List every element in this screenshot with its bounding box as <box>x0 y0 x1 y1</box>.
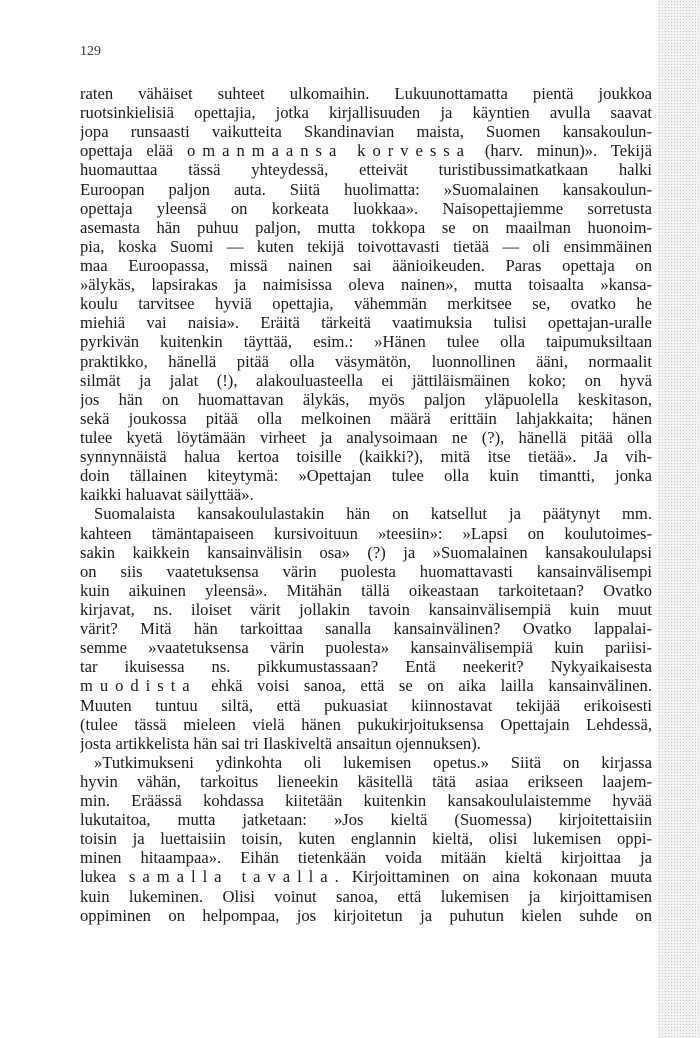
scan-margin <box>658 0 700 1038</box>
text-line <box>80 829 652 848</box>
text-line <box>80 772 652 791</box>
text-segment: opettaja elää <box>80 141 187 161</box>
text-line <box>80 371 652 390</box>
text-segment: sakin kaikkein kansainvälisin osa» (?) ja »Suomalainen kansakoululapsi <box>80 542 652 562</box>
text-segment: tulee kyetä löytämään virheet ja analysoimaan ne (?), hänellä pitää olla <box>80 427 652 447</box>
body-text <box>80 84 652 925</box>
text-line <box>80 141 652 160</box>
text-segment: koulu tarvitsee hyviä opettajia, vähemmän merkitsee se, ovatko he <box>80 294 652 314</box>
text-line <box>80 409 652 428</box>
text-line <box>80 657 652 676</box>
text-line <box>80 581 652 600</box>
text-segment: kuin aikuinen yleensä». Mitähän tällä oikeastaan tarkoitetaan? Ovatko <box>80 580 652 600</box>
text-segment: minen hitaampaa». Eihän tietenkään voida mitään kieltä kirjoittaa ja <box>80 848 652 868</box>
text-segment: pyrkivän kuitenkin täyttää, esim.: »Hänen tulee olla taipumuksiltaan <box>80 332 652 352</box>
text-segment: kuin lukeminen. Olisi voinut sanoa, että lukemisen ja kirjoittamisen <box>80 886 652 906</box>
text-segment: (tulee tässä mieleen vielä hänen pukukirjoituksensa Opettajain Lehdessä, <box>80 714 652 734</box>
text-line <box>80 676 652 695</box>
text-segment: asemasta hän puhuu paljon, mutta tokkopa se on maailman huonoim- <box>80 217 652 237</box>
text-line <box>80 237 652 256</box>
text-segment: (harv. minun)». Tekijä <box>471 141 652 161</box>
text-segment: kaikki haluavat säilyttää». <box>80 485 254 505</box>
text-line <box>80 485 652 504</box>
text-line <box>80 619 652 638</box>
text-segment <box>229 867 242 886</box>
text-segment: Euroopan paljon auta. Siitä huolimatta: »Suomalainen kansakoulun- <box>80 179 652 199</box>
text-line <box>80 103 652 122</box>
text-line <box>80 313 652 332</box>
text-segment: värit? Mitä hän tarkoittaa sanalla kansainvälinen? Ovatko lappalai- <box>80 619 652 639</box>
text-line <box>80 504 652 523</box>
text-segment: kahteen tämäntapaiseen kursivoituun »teesiin»: »Lapsi on koulutoimes- <box>80 523 652 543</box>
text-line <box>80 600 652 619</box>
text-segment: tar ikuisessa ns. pikkumustassaan? Entä neekerit? Nykyaikaisesta <box>80 657 652 677</box>
text-segment: maa Euroopassa, missä nainen sai äänioikeuden. Paras opettaja on <box>80 255 652 275</box>
text-segment: hyvin vähän, tarkoitus lieneekin käsitellä tätä asiaa erikseen laajem- <box>80 771 652 791</box>
text-segment: Suomalaista kansakoululastakin hän on katsellut ja päätynyt mm. <box>94 504 652 524</box>
text-segment: oppiminen on helpompaa, jos kirjoitetun ja puhutun kielen suhde on <box>80 905 652 925</box>
text-segment: opettaja yleensä on korkeata luokkaa». Naisopettajiemme sorretusta <box>80 198 652 218</box>
text-line <box>80 275 652 294</box>
text-segment: jopa runsaasti vaikutteita Skandinavian maista, Suomen kansakoulun- <box>80 122 652 142</box>
text-segment: miehiä vai naisia». Eräitä tärkeitä vaatimuksia tulisi opettajan-uralle <box>80 313 652 333</box>
text-segment: synnynnäistä halua kertoa toisille (kaikki?), mitä itse tietää». Ja vih- <box>80 447 652 467</box>
text-line <box>80 753 652 772</box>
text-segment: »Tutkimukseni ydinkohta oli lukemisen opetus.» Siitä on kirjassa <box>94 752 652 772</box>
text-segment: jos hän on huomattavan älykäs, myös paljon yläpuolella keskitason, <box>80 389 652 409</box>
text-line <box>80 848 652 867</box>
text-segment: silmät ja jalat (!), alakouluasteella ei jättiläismäinen koko; on hyvä <box>80 370 652 390</box>
text-line <box>80 84 652 103</box>
text-line <box>80 696 652 715</box>
text-line <box>80 428 652 447</box>
text-segment: on siis vaatetuksensa värin puolesta huomattavasti kansainvälisempi <box>80 561 652 581</box>
text-line <box>80 256 652 275</box>
text-segment: ruotsinkielisiä opettajia, jotka kirjallisuuden ja käyntien avulla saavat <box>80 103 652 123</box>
text-segment: lukea <box>80 867 129 887</box>
text-line <box>80 447 652 466</box>
text-segment: »älykäs, lapsirakas ja naimisissa oleva nainen», mutta toisaalta »kansa- <box>80 275 652 295</box>
text-line <box>80 867 652 886</box>
text-line <box>80 352 652 371</box>
text-segment: ehkä voisi sanoa, että se on aika lailla kansainvälinen. <box>196 676 652 696</box>
text-line <box>80 887 652 906</box>
text-line <box>80 199 652 218</box>
text-segment: praktikko, hänellä pitää olla väsymätön, luonnollinen ääni, normaalit <box>80 351 652 371</box>
emphasized-text: korvessa <box>357 141 472 161</box>
emphasized-text: samalla <box>129 867 229 887</box>
emphasized-text: tavalla <box>241 867 335 887</box>
text-segment: toisin ja luettaisiin toisin, kuten englannin kieltä, olisi lukemisen oppi- <box>80 829 652 849</box>
text-segment: . Kirjoittaminen on aina kokonaan muuta <box>334 867 652 887</box>
text-line <box>80 638 652 657</box>
text-line <box>80 906 652 925</box>
text-line <box>80 390 652 409</box>
text-line <box>80 160 652 179</box>
text-line <box>80 524 652 543</box>
text-line <box>80 715 652 734</box>
emphasized-text: muodista <box>80 676 197 696</box>
text-segment: sekä joukossa pitää olla melkoinen määrä erittäin lahjakkaita; hänen <box>80 408 652 428</box>
text-line <box>80 543 652 562</box>
text-line <box>80 791 652 810</box>
text-line <box>80 562 652 581</box>
text-segment: josta artikkelista hän sai tri Ilaskiveltä ansaitun ojennuksen). <box>80 733 481 753</box>
text-segment: doin tällainen kiteytymä: »Opettajan tulee olla kuin timantti, jonka <box>80 466 652 486</box>
text-segment: min. Eräässä kohdassa kiitetään kuitenkin kansakoululaistemme hyvää <box>80 791 652 811</box>
emphasized-text: omanmaansa <box>186 141 344 161</box>
text-line <box>80 122 652 141</box>
page-number: 129 <box>80 44 101 59</box>
text-line <box>80 734 652 753</box>
text-segment: kirjavat, ns. iloiset värit jollakin tavoin kansainvälisempiä kuin muut <box>80 599 652 619</box>
text-segment: Muuten tuntuu siltä, että pukuasiat kiinnostavat tekijää erikoisesti <box>80 695 652 715</box>
text-segment <box>343 141 357 160</box>
text-segment: lukutaitoa, mutta jatketaan: »Jos kieltä (Suomessa) kirjoitettaisiin <box>80 810 652 830</box>
text-segment: semme »vaatetuksensa värin puolesta» kansainvälisempiä kuin pariisi- <box>80 638 652 658</box>
text-line <box>80 294 652 313</box>
text-line <box>80 466 652 485</box>
text-segment: pia, koska Suomi — kuten tekijä toivottavasti tietää — oli ensimmäinen <box>80 236 652 256</box>
text-segment: huomauttaa tässä yhteydessä, etteivät turistibussimatkatkaan halki <box>80 160 652 180</box>
text-line <box>80 332 652 351</box>
text-line <box>80 218 652 237</box>
text-line <box>80 180 652 199</box>
text-line <box>80 810 652 829</box>
text-segment: raten vähäiset suhteet ulkomaihin. Lukuunottamatta pientä joukkoa <box>80 84 652 103</box>
